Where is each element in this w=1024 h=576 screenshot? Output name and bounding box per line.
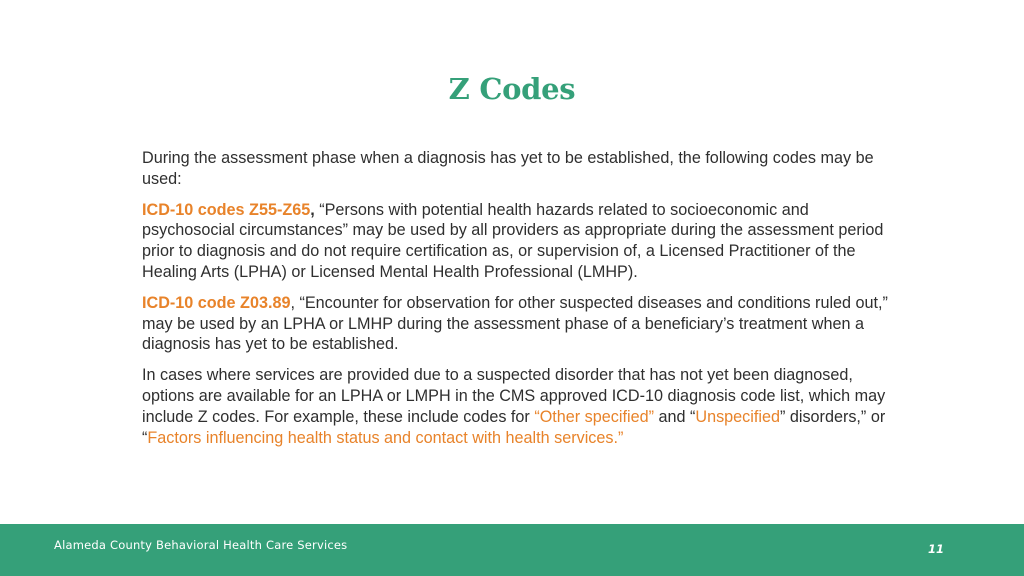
intro-paragraph: During the assessment phase when a diagnosis has yet to be established, the following codes may be used: (142, 149, 874, 188)
code-separator: , (310, 200, 315, 219)
accent-other-specified: “Other specified” (534, 407, 654, 426)
accent-unspecified: Unspecified (695, 407, 780, 426)
code-label-z55-z65: ICD-10 codes Z55-Z65 (142, 200, 311, 219)
code-paragraph-z55-z65 (142, 200, 902, 283)
code-paragraph-z03-89 (142, 293, 902, 355)
code-description-z03-89: , “Encounter for observation for other suspected diseases and conditions ruled out,” may be used by an LPHA or LMHP during the assessment phase of a beneficiary’s treatment when a diagnosis has yet to be established. (142, 293, 888, 354)
paragraph-text-b: and “ (653, 407, 696, 426)
paragraph-text-a: In cases where services are provided due to a suspected disorder that has not yet been diagnosed, options are available for an LPHA or LMPH in the CMS approved ICD-10 diagnosis code list, which may include Z codes. For example, these include codes for (142, 366, 886, 426)
slide-body (142, 148, 902, 458)
page-number: 11 (928, 542, 945, 556)
paragraph-text-c: ” disorders,” or “ (142, 407, 886, 447)
suspected-disorder-paragraph (142, 365, 902, 448)
accent-factors-influencing: Factors influencing health status and contact with health services.” (147, 428, 624, 447)
footer-bar (0, 524, 1024, 576)
code-label-z03-89: ICD-10 code Z03.89 (142, 293, 291, 312)
slide-title: Z Codes (448, 72, 576, 106)
code-description-z55-z65: “Persons with potential health hazards related to socioeconomic and psychosocial circumstances” may be used by all providers as appropriate during the assessment period prior to diagnosis and do not require certification as, or supervision of, a Licensed Practitioner of the Healing Arts (LPHA) or Licensed Mental Health Professional (LMHP). (142, 200, 884, 281)
footer-organization: Alameda County Behavioral Health Care Services (54, 538, 348, 552)
